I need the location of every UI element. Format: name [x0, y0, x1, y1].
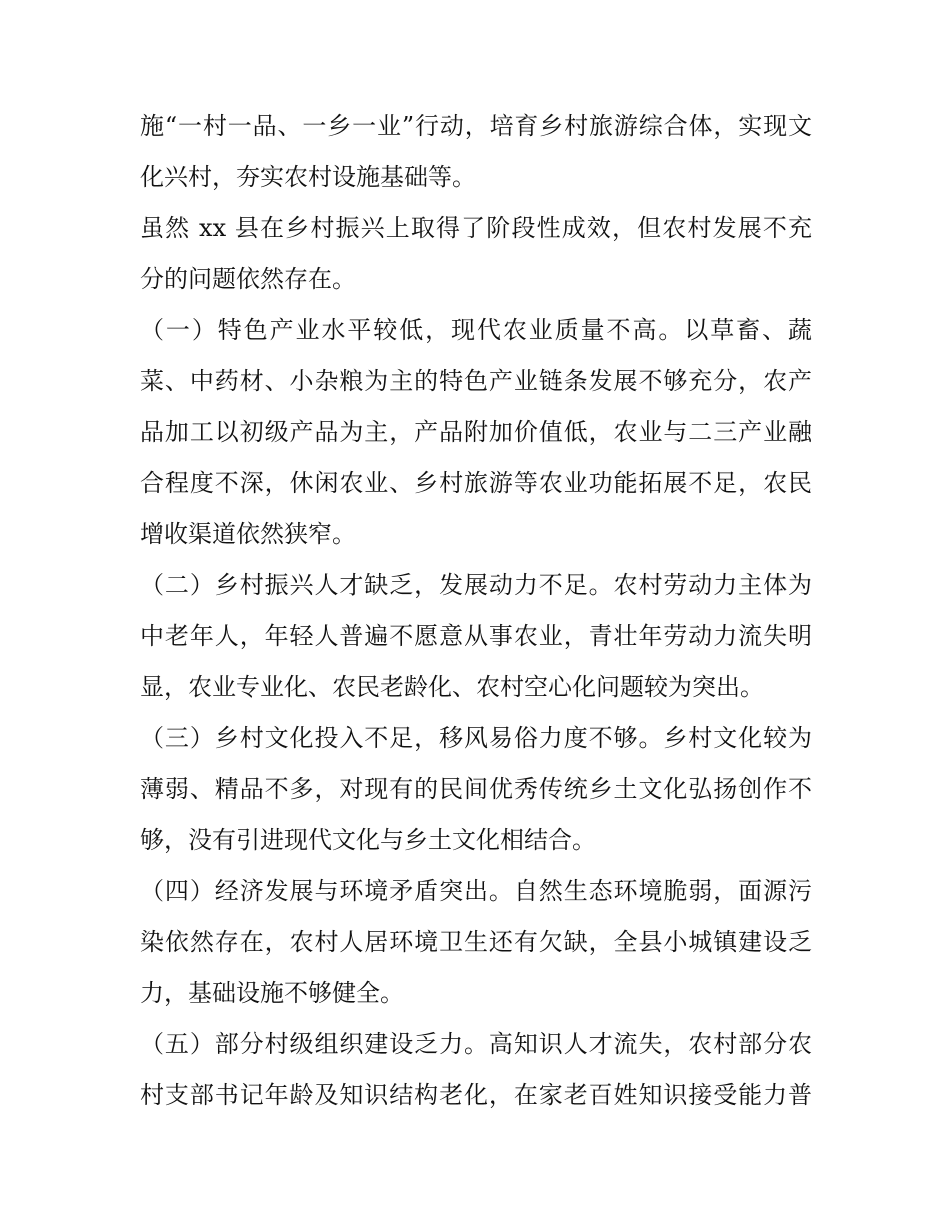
text-line: 力，基础设施不够健全。 — [140, 979, 404, 1007]
text-line: 增收渠道依然狭窄。 — [140, 520, 356, 548]
document-body — [140, 101, 812, 1121]
text-line: 村支部书记年龄及知识结构老化，在家老百姓知识接受能力普 — [140, 1081, 812, 1109]
text-line: （四）经济发展与环境矛盾突出。自然生态环境脆弱，面源污 — [140, 877, 812, 905]
text-line: （二）乡村振兴人才缺乏，发展动力不足。农村劳动力主体为 — [140, 571, 812, 599]
text-line: 化兴村，夯实农村设施基础等。 — [140, 163, 476, 191]
text-line: （三）乡村文化投入不足，移风易俗力度不够。乡村文化较为 — [140, 724, 812, 752]
text-line: 施“一村一品、一乡一业”行动，培育乡村旅游综合体，实现文 — [140, 112, 812, 140]
text-line: 虽然 xx 县在乡村振兴上取得了阶段性成效，但农村发展不充 — [140, 214, 812, 242]
text-line: （五）部分村级组织建设乏力。高知识人才流失，农村部分农 — [140, 1030, 812, 1058]
text-line: 分的问题依然存在。 — [140, 265, 356, 293]
text-line: 显，农业专业化、农民老龄化、农村空心化问题较为突出。 — [140, 673, 764, 701]
text-line: 薄弱、精品不多，对现有的民间优秀传统乡土文化弘扬创作不 — [140, 775, 812, 803]
text-line: 菜、中药材、小杂粮为主的特色产业链条发展不够充分，农产 — [140, 367, 812, 395]
text-line: 中老年人，年轻人普遍不愿意从事农业，青壮年劳动力流失明 — [140, 622, 812, 650]
text-line: 够，没有引进现代文化与乡土文化相结合。 — [140, 826, 596, 854]
text-line: 品加工以初级产品为主，产品附加价值低，农业与二三产业融 — [140, 418, 812, 446]
text-line: 染依然存在，农村人居环境卫生还有欠缺，全县小城镇建设乏 — [140, 928, 812, 956]
text-line: （一）特色产业水平较低，现代农业质量不高。以草畜、蔬 — [140, 316, 812, 344]
text-line: 合程度不深，休闲农业、乡村旅游等农业功能拓展不足，农民 — [140, 469, 812, 497]
